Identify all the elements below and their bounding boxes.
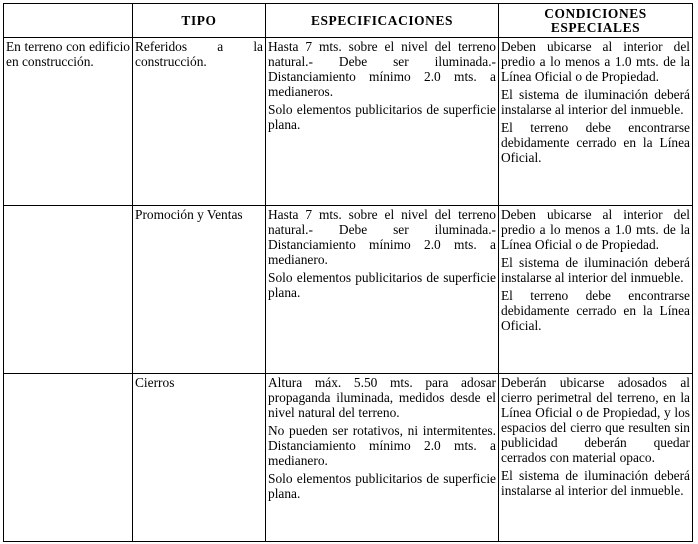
paragraph: El sistema de iluminación deberá instalarse al interior del inmueble. (501, 468, 690, 498)
cell-ubicacion: En terreno con edificio en construcción. (4, 38, 133, 206)
paragraph: El sistema de iluminación deberá instalarse al interior del inmueble. (501, 255, 690, 285)
cell-tipo: Referidos a la construcción. (133, 38, 266, 206)
paragraph: Solo elementos publicitarios de superficie plana. (268, 102, 496, 132)
header-condiciones: CONDICIONES ESPECIALES (499, 4, 693, 38)
paragraph: Deberán ubicarse adosados al cierro perimetral del terreno, en la Línea Oficial o de Propiedad, y los espacios del cierro que resulten sin publicidad deberán quedar cerrados con material opaco. (501, 375, 690, 465)
paragraph: Deben ubicarse al interior del predio a lo menos a 1.0 mts. de la Línea Oficial o de Propiedad. (501, 207, 690, 252)
paragraph: Deben ubicarse al interior del predio a lo menos a 1.0 mts. de la Línea Oficial o de Propiedad. (501, 39, 690, 84)
header-especificaciones: ESPECIFICACIONES (266, 4, 499, 38)
paragraph: Hasta 7 mts. sobre el nivel del terreno natural.- Debe ser iluminada.- Distanciamiento mínimo 2.0 mts. a medianero. (268, 207, 496, 267)
cell-especificaciones (266, 206, 499, 374)
table-row (4, 38, 693, 206)
cell-condiciones (499, 206, 693, 374)
cell-condiciones (499, 38, 693, 206)
cell-especificaciones (266, 374, 499, 542)
paragraph: Hasta 7 mts. sobre el nivel del terreno natural.- Debe ser iluminada.- Distanciamiento mínimo 2.0 mts. a medianeros. (268, 39, 496, 99)
cell-ubicacion (4, 374, 133, 542)
header-empty (4, 4, 133, 38)
cell-condiciones (499, 374, 693, 542)
paragraph: El terreno debe encontrarse debidamente cerrado en la Línea Oficial. (501, 120, 690, 165)
paragraph: Solo elementos publicitarios de superficie plana. (268, 471, 496, 501)
table-row (4, 374, 693, 542)
regulations-table (3, 3, 693, 542)
cell-tipo: Promoción y Ventas (133, 206, 266, 374)
cell-especificaciones (266, 38, 499, 206)
paragraph: El terreno debe encontrarse debidamente cerrado en la Línea Oficial. (501, 288, 690, 333)
paragraph: El sistema de iluminación deberá instalarse al interior del inmueble. (501, 87, 690, 117)
paragraph: Solo elementos publicitarios de superficie plana. (268, 270, 496, 300)
header-tipo: TIPO (133, 4, 266, 38)
header-row (4, 4, 693, 38)
paragraph: No pueden ser rotativos, ni intermitentes. Distanciamiento mínimo 2.0 mts. a medianero. (268, 423, 496, 468)
cell-tipo: Cierros (133, 374, 266, 542)
table-row (4, 206, 693, 374)
cell-ubicacion (4, 206, 133, 374)
paragraph: Altura máx. 5.50 mts. para adosar propaganda iluminada, medidos desde el nivel natural del terreno. (268, 375, 496, 420)
